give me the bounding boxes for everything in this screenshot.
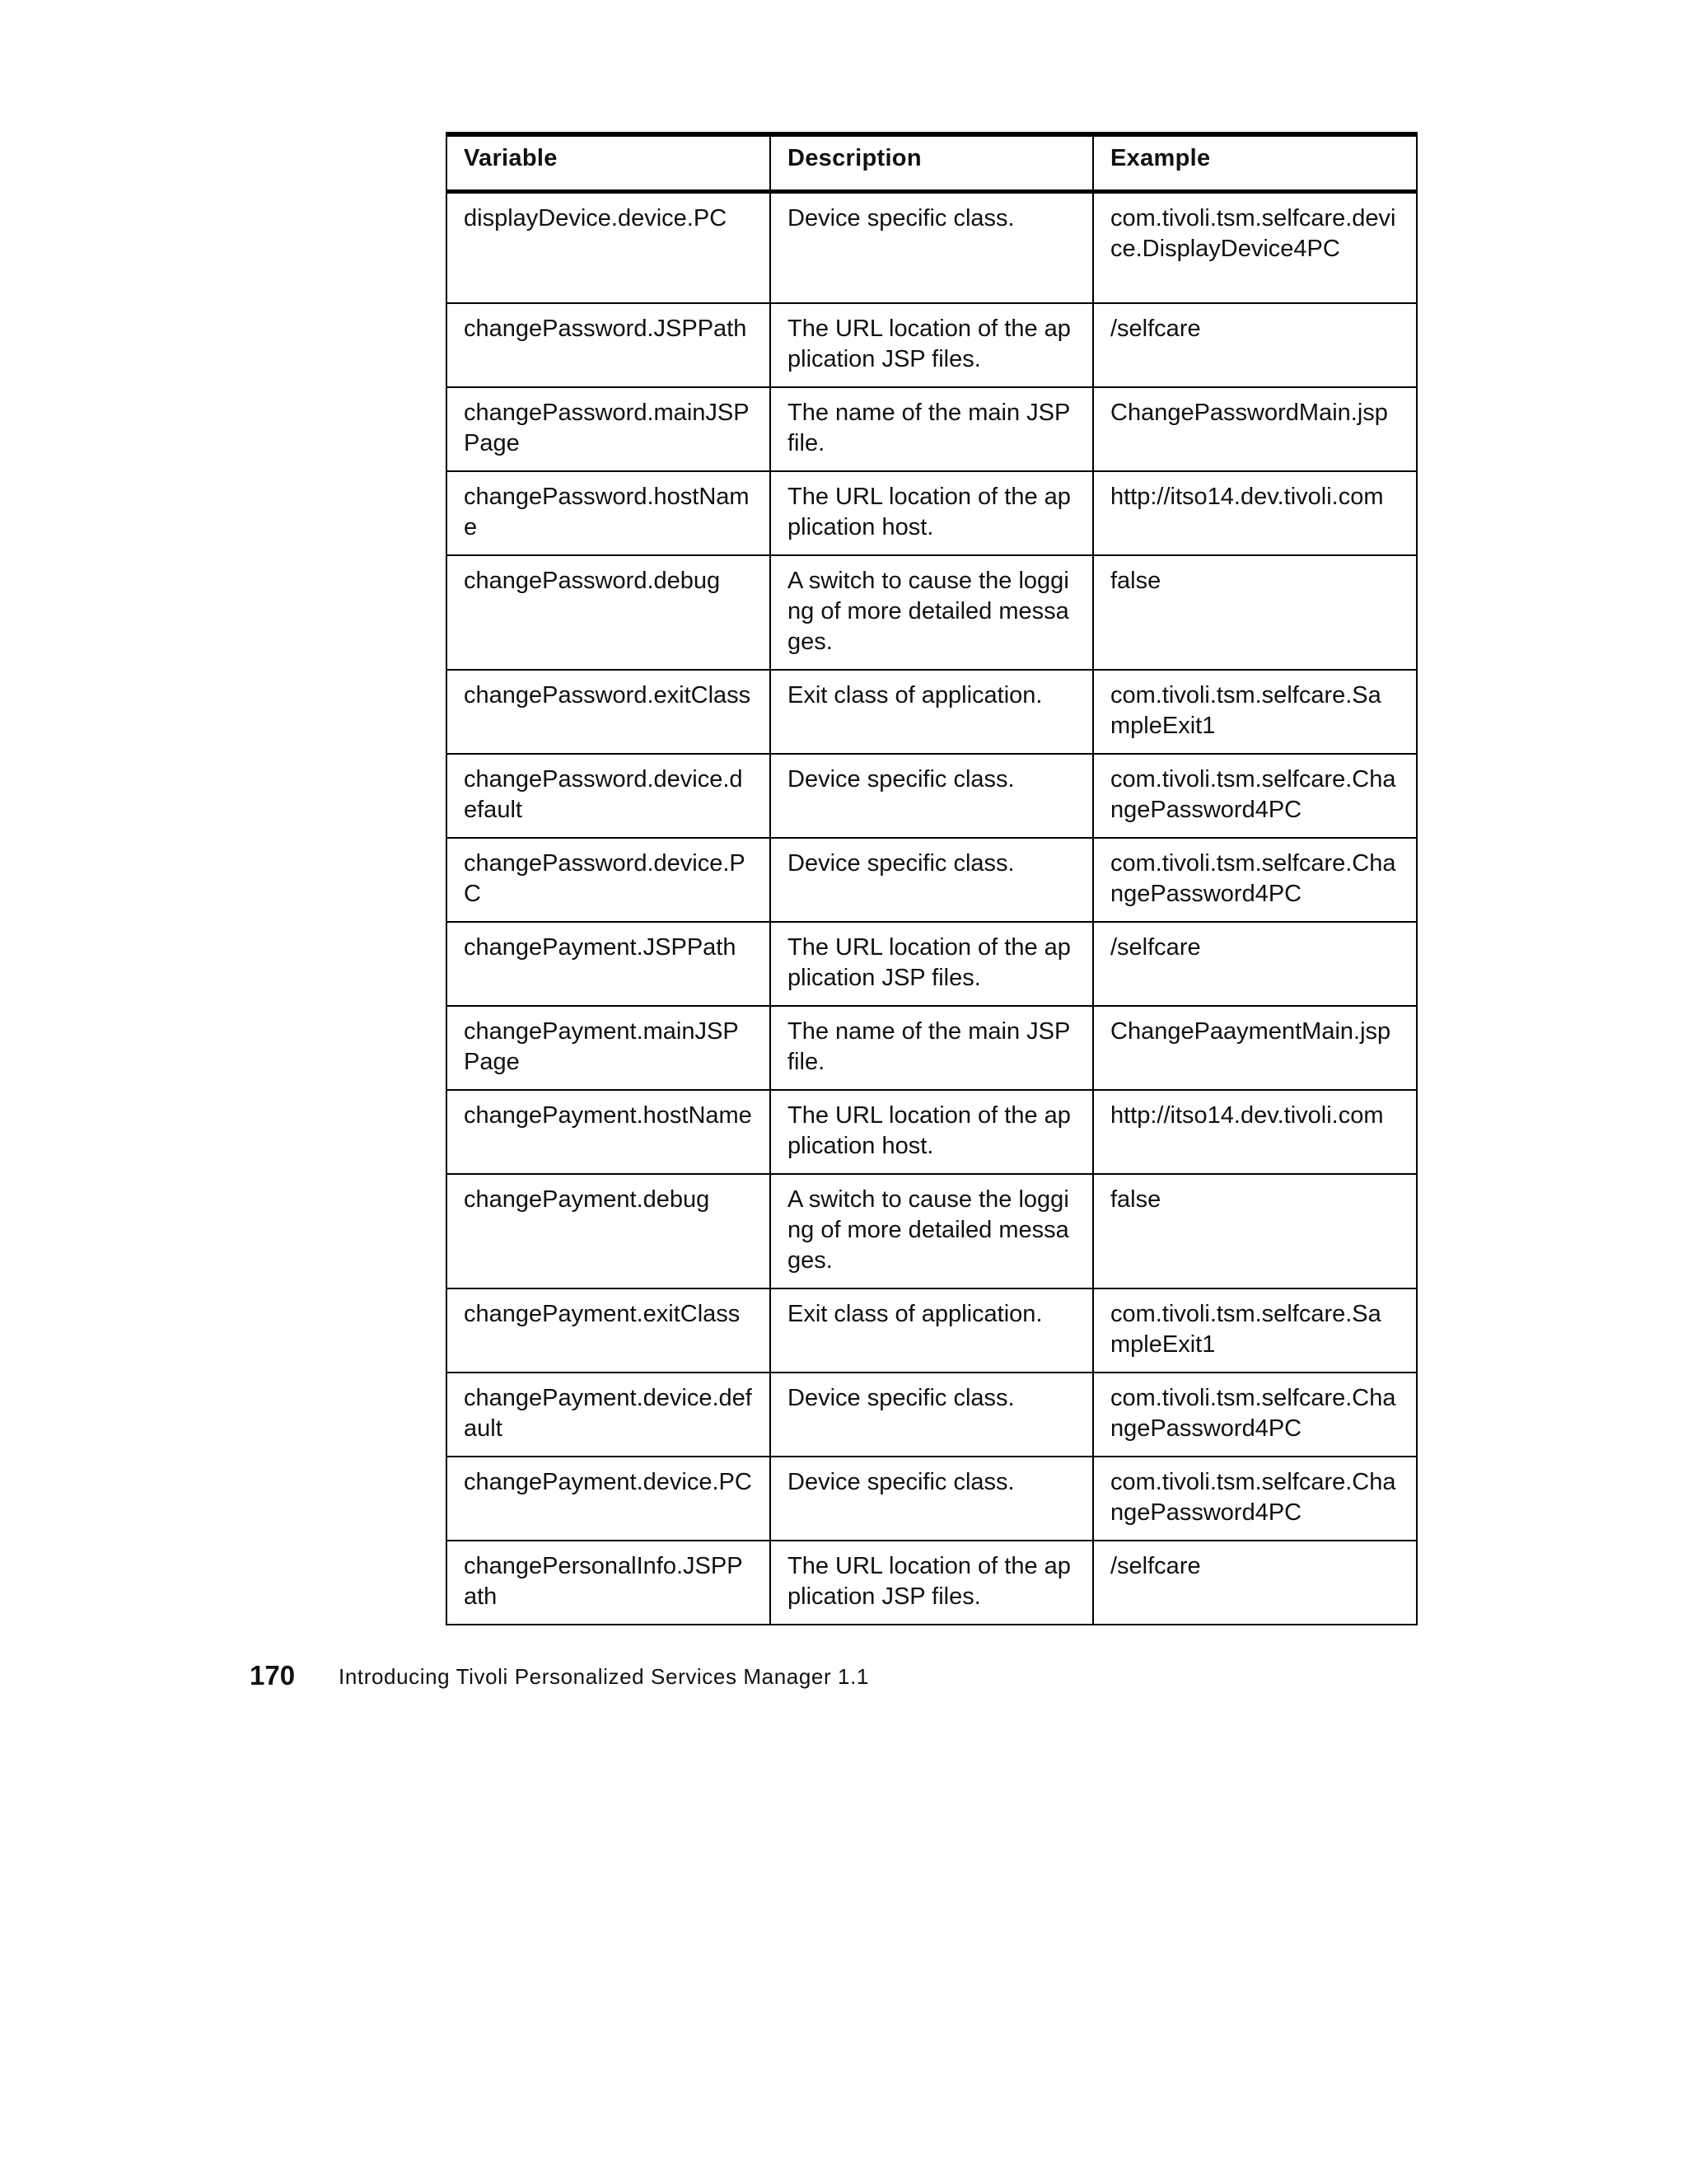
cell-example: false — [1093, 555, 1417, 670]
table-row — [446, 1090, 1417, 1174]
table-row — [446, 1006, 1417, 1090]
cell-variable: changePassword.debug — [446, 555, 770, 670]
cell-variable: changePassword.device.PC — [446, 838, 770, 922]
table-row — [446, 1541, 1417, 1625]
table-header — [446, 134, 1417, 192]
cell-variable: changePersonalInfo.JSPPath — [446, 1541, 770, 1625]
running-footer-title: Introducing Tivoli Personalized Services Manager 1.1 — [339, 1664, 869, 1689]
page-number: 170 — [250, 1660, 296, 1691]
table-row — [446, 838, 1417, 922]
table-row — [446, 1288, 1417, 1373]
header-row — [446, 134, 1417, 192]
cell-example: com.tivoli.tsm.selfcare.SampleExit1 — [1093, 1288, 1417, 1373]
table-row — [446, 754, 1417, 838]
table-row — [446, 670, 1417, 754]
table-body — [446, 192, 1417, 1625]
cell-variable: changePayment.mainJSPPage — [446, 1006, 770, 1090]
cell-example: com.tivoli.tsm.selfcare.ChangePassword4PC — [1093, 1457, 1417, 1541]
cell-description: The URL location of the application JSP files. — [770, 303, 1093, 387]
cell-example: com.tivoli.tsm.selfcare.device.DisplayDevice4PC — [1093, 192, 1417, 304]
cell-example: /selfcare — [1093, 922, 1417, 1006]
cell-example: ChangePaaymentMain.jsp — [1093, 1006, 1417, 1090]
cell-description: The URL location of the application host. — [770, 1090, 1093, 1174]
table-row — [446, 922, 1417, 1006]
table-row — [446, 471, 1417, 555]
cell-variable: changePassword.mainJSPPage — [446, 387, 770, 471]
cell-variable: changePayment.debug — [446, 1174, 770, 1288]
cell-description: The URL location of the application host. — [770, 471, 1093, 555]
table-row — [446, 192, 1417, 304]
header-variable: Variable — [446, 134, 770, 192]
table-row — [446, 1174, 1417, 1288]
cell-variable: changePayment.exitClass — [446, 1288, 770, 1373]
cell-example: com.tivoli.tsm.selfcare.ChangePassword4PC — [1093, 838, 1417, 922]
cell-description: The URL location of the application JSP files. — [770, 922, 1093, 1006]
cell-variable: changePayment.hostName — [446, 1090, 770, 1174]
cell-variable: changePassword.hostName — [446, 471, 770, 555]
cell-example: /selfcare — [1093, 1541, 1417, 1625]
cell-description: Device specific class. — [770, 754, 1093, 838]
cell-description: Device specific class. — [770, 1373, 1093, 1457]
cell-variable: changePayment.device.PC — [446, 1457, 770, 1541]
cell-variable: changePayment.device.default — [446, 1373, 770, 1457]
cell-description: The URL location of the application JSP files. — [770, 1541, 1093, 1625]
cell-example: http://itso14.dev.tivoli.com — [1093, 1090, 1417, 1174]
table-row — [446, 1457, 1417, 1541]
cell-description: Device specific class. — [770, 192, 1093, 304]
cell-description: Device specific class. — [770, 1457, 1093, 1541]
cell-example: http://itso14.dev.tivoli.com — [1093, 471, 1417, 555]
cell-description: Exit class of application. — [770, 670, 1093, 754]
cell-example: /selfcare — [1093, 303, 1417, 387]
cell-variable: changePassword.exitClass — [446, 670, 770, 754]
cell-variable: changePassword.JSPPath — [446, 303, 770, 387]
cell-example: false — [1093, 1174, 1417, 1288]
cell-example: com.tivoli.tsm.selfcare.ChangePassword4PC — [1093, 754, 1417, 838]
cell-variable: changePayment.JSPPath — [446, 922, 770, 1006]
cell-example: com.tivoli.tsm.selfcare.ChangePassword4PC — [1093, 1373, 1417, 1457]
header-example: Example — [1093, 134, 1417, 192]
table-row — [446, 303, 1417, 387]
table-row — [446, 555, 1417, 670]
cell-description: Device specific class. — [770, 838, 1093, 922]
cell-variable: displayDevice.device.PC — [446, 192, 770, 304]
variables-table — [446, 132, 1418, 1625]
table-row — [446, 1373, 1417, 1457]
cell-example: com.tivoli.tsm.selfcare.SampleExit1 — [1093, 670, 1417, 754]
cell-description: A switch to cause the logging of more detailed messages. — [770, 555, 1093, 670]
table-row — [446, 387, 1417, 471]
header-description: Description — [770, 134, 1093, 192]
cell-description: Exit class of application. — [770, 1288, 1093, 1373]
cell-variable: changePassword.device.default — [446, 754, 770, 838]
cell-description: A switch to cause the logging of more detailed messages. — [770, 1174, 1093, 1288]
cell-example: ChangePasswordMain.jsp — [1093, 387, 1417, 471]
cell-description: The name of the main JSP file. — [770, 387, 1093, 471]
cell-description: The name of the main JSP file. — [770, 1006, 1093, 1090]
